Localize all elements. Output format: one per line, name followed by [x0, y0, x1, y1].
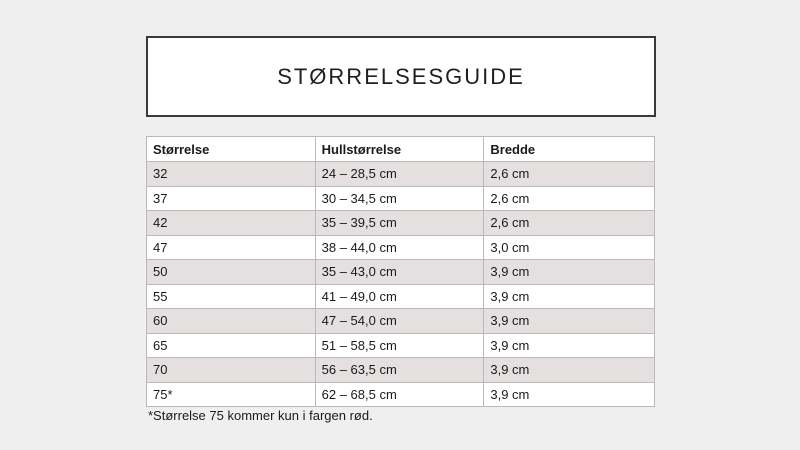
size-table [146, 136, 655, 407]
table-row [147, 162, 655, 187]
table-row [147, 358, 655, 383]
cell-size: 37 [147, 186, 316, 211]
cell-width: 3,9 cm [484, 382, 655, 407]
cell-width: 3,9 cm [484, 358, 655, 383]
cell-size: 55 [147, 284, 316, 309]
cell-width: 3,0 cm [484, 235, 655, 260]
cell-width: 2,6 cm [484, 186, 655, 211]
title-box [146, 36, 656, 117]
cell-width: 3,9 cm [484, 284, 655, 309]
cell-hole-size: 30 – 34,5 cm [315, 186, 484, 211]
cell-size: 65 [147, 333, 316, 358]
cell-size: 75* [147, 382, 316, 407]
cell-hole-size: 56 – 63,5 cm [315, 358, 484, 383]
cell-width: 3,9 cm [484, 333, 655, 358]
cell-hole-size: 35 – 39,5 cm [315, 211, 484, 236]
table-header-row [147, 137, 655, 162]
table-row [147, 260, 655, 285]
column-header-width: Bredde [484, 137, 655, 162]
page-title: STØRRELSESGUIDE [277, 63, 525, 89]
cell-size: 50 [147, 260, 316, 285]
column-header-size: Størrelse [147, 137, 316, 162]
cell-size: 47 [147, 235, 316, 260]
table-row [147, 333, 655, 358]
table-row [147, 284, 655, 309]
cell-size: 60 [147, 309, 316, 334]
table-row [147, 235, 655, 260]
cell-hole-size: 51 – 58,5 cm [315, 333, 484, 358]
cell-width: 3,9 cm [484, 260, 655, 285]
table-row [147, 186, 655, 211]
cell-hole-size: 62 – 68,5 cm [315, 382, 484, 407]
cell-width: 2,6 cm [484, 162, 655, 187]
cell-hole-size: 24 – 28,5 cm [315, 162, 484, 187]
cell-size: 70 [147, 358, 316, 383]
table-row [147, 211, 655, 236]
column-header-hole-size: Hullstørrelse [315, 137, 484, 162]
cell-hole-size: 38 – 44,0 cm [315, 235, 484, 260]
cell-size: 32 [147, 162, 316, 187]
cell-hole-size: 41 – 49,0 cm [315, 284, 484, 309]
cell-size: 42 [147, 211, 316, 236]
cell-hole-size: 47 – 54,0 cm [315, 309, 484, 334]
cell-width: 3,9 cm [484, 309, 655, 334]
cell-width: 2,6 cm [484, 211, 655, 236]
table-row [147, 382, 655, 407]
footnote: *Størrelse 75 kommer kun i fargen rød. [148, 408, 373, 423]
table-row [147, 309, 655, 334]
cell-hole-size: 35 – 43,0 cm [315, 260, 484, 285]
